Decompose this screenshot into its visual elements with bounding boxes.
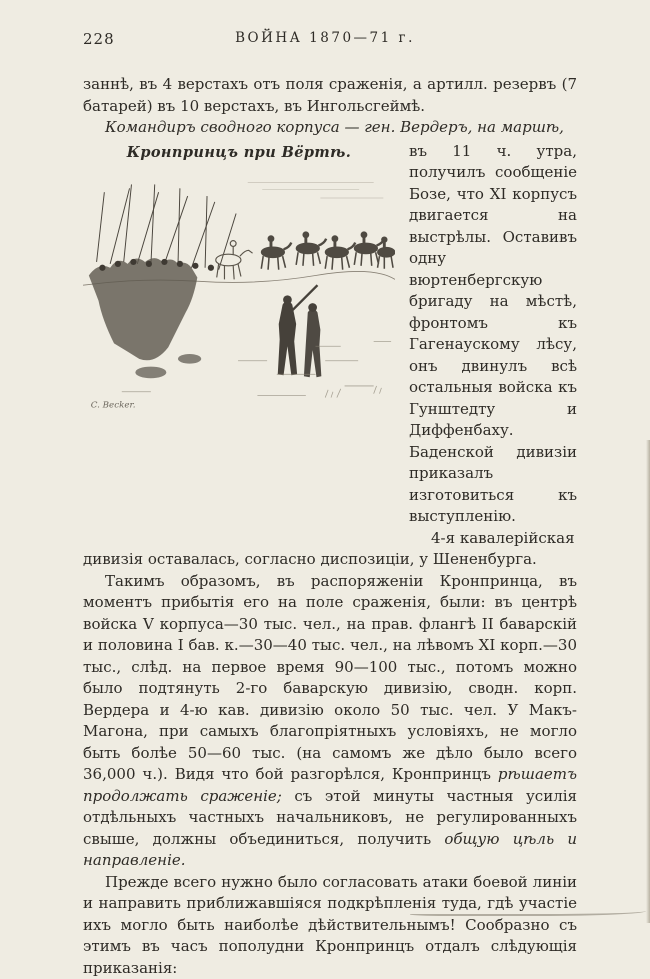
- paragraph-intro-text: заннѣ, въ 4 верстахъ отъ поля сраженія, а артилл. резервъ (7 батарей) въ 10 верстахъ, въ Ингольсгеймѣ.: [83, 75, 577, 115]
- paragraph-takim-emphasis-2: общую цѣль и направленіе.: [83, 830, 577, 870]
- page-body: [0, 60, 650, 979]
- paragraph-intro: [83, 74, 577, 117]
- paragraph-cavalry-continued-text: дивизія оставалась, согласно диспозиціи, у Шененбурга.: [83, 550, 537, 568]
- paragraph-column-text: въ 11 ч. утра, получилъ сообщеніе Бозе, что XI корпусъ двигается на выстрѣлы. Оставивъ одну вюртенбергскую бригаду на мѣстѣ, фронтомъ къ Гагенаускому лѣсу, онъ двинулъ всѣ остальныя войска къ Гунштедту и Диффенбаху. Баденской дивизіи приказалъ изготовиться къ выступленію.: [409, 142, 577, 526]
- paragraph-cavalry-continued: [83, 549, 577, 571]
- cavalry-group: [261, 232, 395, 270]
- scan-page-curl: [410, 905, 646, 916]
- figure-row: [83, 141, 577, 550]
- wrap-column: [409, 141, 577, 550]
- foreground-soldiers: [278, 285, 322, 377]
- page-header: [0, 0, 650, 60]
- running-title: ВОЙНА 1870—71 г.: [0, 30, 650, 46]
- illustration-figure: [83, 141, 395, 416]
- paragraph-komandir-text: Командиръ сводного корпуса — ген. Вердеръ, на маршѣ,: [105, 118, 564, 136]
- paragraph-takim-obrazom: [83, 571, 577, 872]
- fallen-soldier: [178, 354, 201, 364]
- paragraph-takim-emphasis-1: рѣшаетъ продолжать сраженіе;: [83, 765, 577, 805]
- infantry-crowd: [89, 258, 198, 360]
- sky-hatching: [248, 183, 384, 199]
- battle-engraving-illustration: [83, 167, 395, 415]
- fallen-soldier: [135, 367, 166, 379]
- page-number: 228: [83, 30, 115, 48]
- paragraph-cavalry-start-text: 4-я кавалерійская: [431, 529, 575, 547]
- paragraph-column: [409, 141, 577, 528]
- paragraph-prezhde: [83, 872, 577, 979]
- paragraph-takim-text-a: Такимъ образомъ, въ распоряженіи Кронпринца, въ моментъ прибытія его на поле сраженія, были: въ центрѣ войска V корпуса—30 тыс. чел., на прав. флангѣ II баварскій и половина I бав. к.—30—40 тыс. чел., на лѣвомъ XI корп.—30 тыс., слѣд. на первое время 90—100 тыс., потомъ можно было подтянуть 2-го баварскую дивизію, сводн. корп. Вердера и 4-ю кав. дивизію около 50 тыс. чел. У Макъ-Магона, при самыхъ благопріятныхъ условіяхъ, не могло быть болѣе 50—60 тыс. (на самомъ же дѣло было всего 36,000 ч.). Видя что бой разгорѣлся, Кронпринцъ: [83, 572, 577, 784]
- paragraph-prezhde-text: Прежде всего нужно было согласовать атаки боевой линіи и направить приближавшіяся подкрѣпленія туда, гдѣ участіе ихъ могло быть наиболѣе дѣйствительнымъ! Сообразно съ этимъ въ часъ пополудни Кронпринцъ отдалъ слѣдующія приказанія:: [83, 873, 577, 977]
- scan-edge-shadow: [646, 440, 650, 923]
- paragraph-takim-text-b: съ этой минуты частныя усилія отдѣльныхъ частныхъ начальниковъ, не регулированныхъ свыше, должны объединиться, получить: [83, 787, 577, 848]
- illustration-signature: C. Becker.: [91, 400, 136, 410]
- bayonet-lines: [97, 184, 237, 269]
- paragraph-cavalry-start: [409, 528, 577, 550]
- paragraph-komandir: [83, 117, 577, 139]
- illustration-caption: Кронпринцъ при Вёртѣ.: [83, 142, 395, 164]
